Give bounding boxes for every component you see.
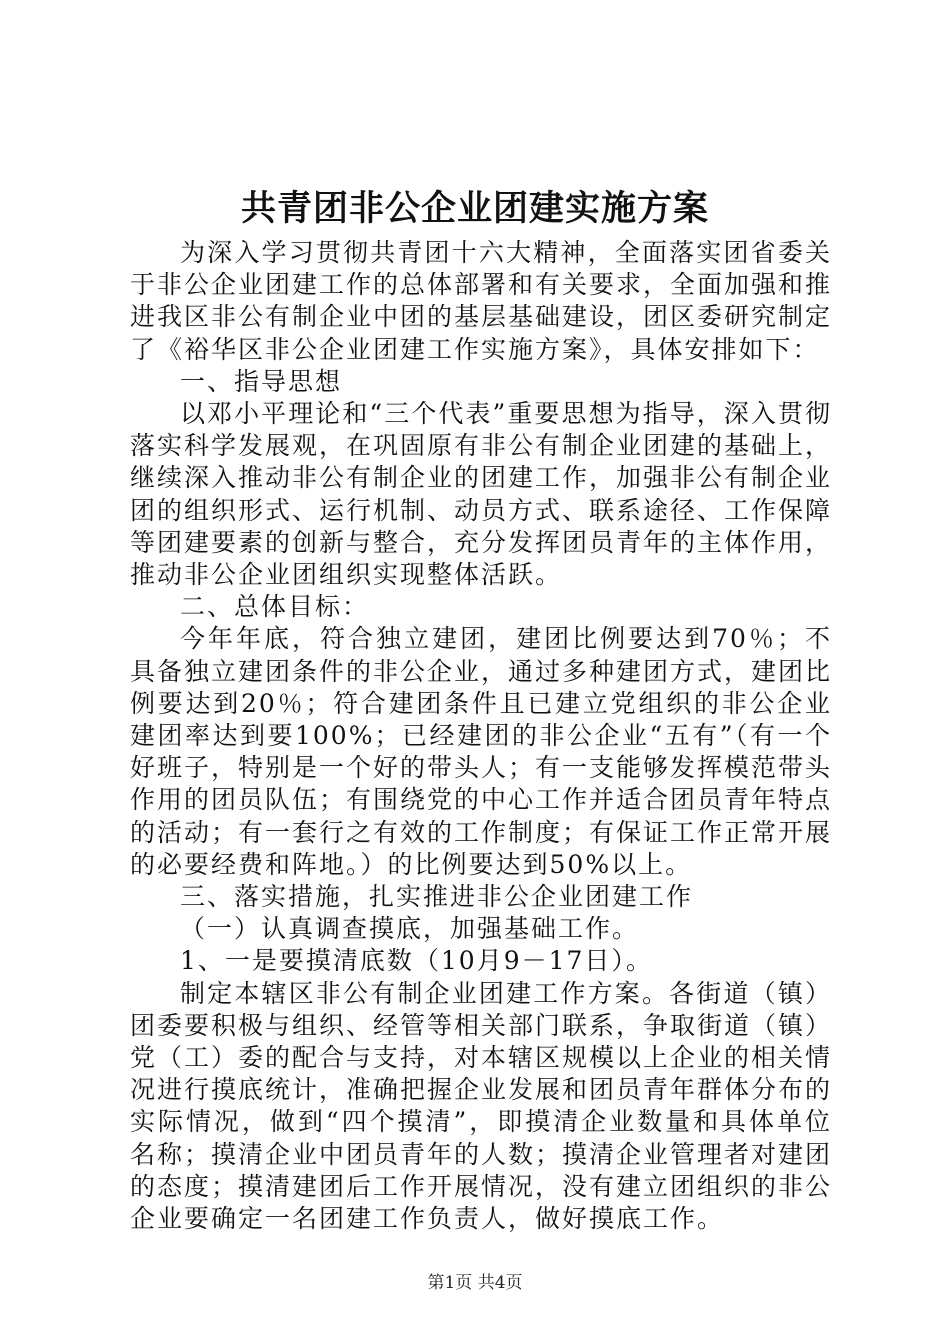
paragraph-guiding-thought: 以邓小平理论和“三个代表”重要思想为指导，深入贯彻落实科学发展观，在巩固原有非公有制企业团建的基础上，继续深入推动非公有制企业的团建工作，加强非公有制企业团的组织形式、运行机制、动员方式、联系途径、工作保障等团建要素的创新与整合，充分发挥团员青年的主体作用，推动非公企业团组织实现整体活跃。 <box>130 399 833 590</box>
document-title: 共青团非公企业团建实施方案 <box>240 188 709 229</box>
item-heading-count: 1、一是要摸清底数（10月9－17日）。 <box>180 946 653 976</box>
paragraph-count-details: 制定本辖区非公有制企业团建工作方案。各街道（镇）团委要积极与组织、经管等相关部门联系，争取街道（镇）党（工）委的配合与支持，对本辖区规模以上企业的相关情况进行摸底统计，准确把握企业发展和团员青年群体分布的实际情况，做到“四个摸清”，即摸清企业数量和具体单位名称；摸清企业中团员青年的人数；摸清企业管理者对建团的态度；摸清建团后工作开展情况，没有建立团组织的非公企业要确定一名团建工作负责人，做好摸底工作。 <box>130 978 833 1234</box>
section-heading-overall-goal: 二、总体目标： <box>180 592 370 622</box>
document-body <box>130 237 832 1235</box>
page-footer: 第1页 共4页 <box>427 1273 523 1293</box>
section-heading-guiding-thought: 一、指导思想 <box>180 366 343 396</box>
subsection-heading-investigation: （一）认真调查摸底，加强基础工作。 <box>180 914 640 944</box>
paragraph-intro: 为深入学习贯彻共青团十六大精神，全面落实团省委关于非公企业团建工作的总体部署和有关要求，全面加强和推进我区非公有制企业中团的基层基础建设，团区委研究制定了《裕华区非公企业团建工作实施方案》，具体安排如下： <box>130 238 833 364</box>
paragraph-overall-goal: 今年年底，符合独立建团，建团比例要达到70％；不具备独立建团条件的非公企业，通过多种建团方式，建团比例要达到20％；符合建团条件且已建立党组织的非公企业建团率达到要100%；已经建团的非公企业“五有”（有一个好班子，特别是一个好的带头人；有一支能够发挥模范带头作用的团员队伍；有围绕党的中心工作并适合团员青年特点的活动；有一套行之有效的工作制度；有保证工作正常开展的必要经费和阵地。）的比例要达到50%以上。 <box>130 624 833 879</box>
section-heading-measures: 三、落实措施，扎实推进非公企业团建工作 <box>180 882 694 912</box>
